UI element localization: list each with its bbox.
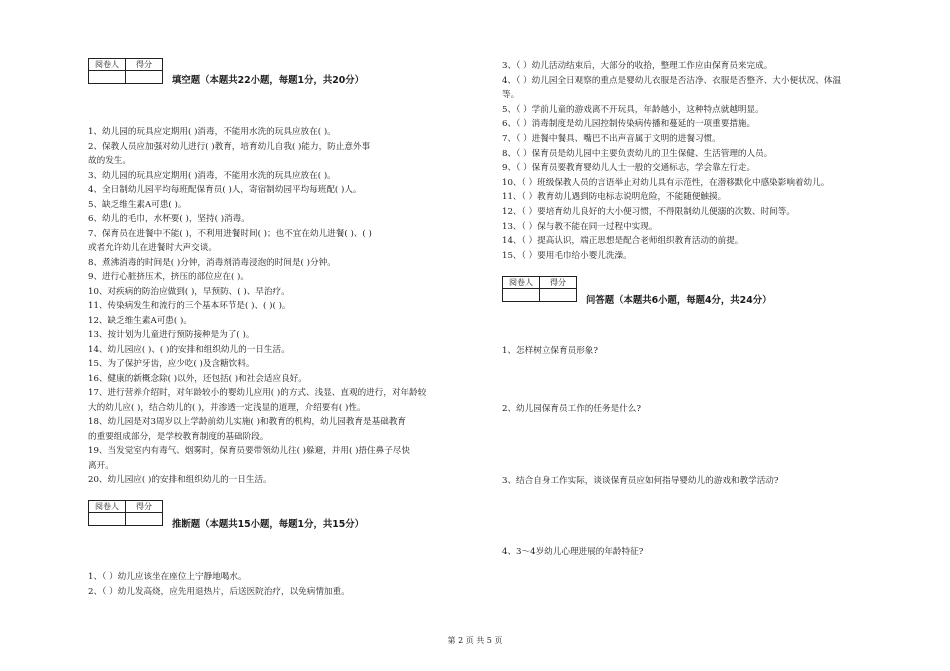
fill-question-line: 13、按计划为儿童进行预防接种是为了( )。 [88,330,255,340]
score-label: 得分 [540,277,577,289]
judge-section-title: 推断题（本题共15小题，每题1分，共15分） [172,519,364,530]
score-box-fill [88,58,163,84]
reviewer-label: 阅卷人 [89,59,126,71]
judge-question-line: 5、（ ）学前儿童的游戏离不开玩具，年龄越小，这种特点就越明显。 [502,104,764,115]
fill-question-line: 1、幼儿园的玩具应定期用( )消毒，不能用水洗的玩具应放在( )。 [88,127,336,137]
judge-question-line: 14、（ ）提高认识，端正思想是配合老师组织教育活动的前提。 [502,236,744,247]
judge-question-line: 15、（ ）要用毛巾给小婴儿洗澡。 [502,250,632,261]
judge-question-line: 9、（ ）保育员要教育婴幼儿人士一般的交通标志，学会靠左行走。 [502,163,756,174]
fill-question-line: 15、为了保护牙齿，应少吃( )及含糖饮料。 [88,359,255,369]
score-label: 得分 [126,59,163,71]
fill-question-line: 大的幼儿应( )，结合幼儿的( )，并渗透一定浅显的道理，介绍要有( )性。 [88,402,366,413]
judge-question-line: 8、（ ）保育员是幼儿园中主要负责幼儿的卫生保健、生活管理的人员。 [502,148,773,159]
judge-question-line: 13、（ ）保与教不能在同一过程中实现。 [502,221,658,232]
fill-section-title: 填空题（本题共22小题，每题1分，共20分） [172,75,364,86]
fill-question-line: 5、缺乏维生素A可患( )。 [88,199,187,210]
fill-question-line: 17、进行营养介绍时，对年龄较小的婴幼儿应用( )的方式、浅显、直观的进行，对年龄较 [88,388,427,398]
fill-question-line: 19、当发觉室内有毒气、烟雾时，保育员要带领幼儿往( )躲避，并用( )捂住鼻子尽快 [88,446,410,456]
fill-question-line: 或者允许幼儿在进餐时大声交谈。 [88,243,217,253]
fill-question-line: 16、健康的新概念除( )以外，还包括( )和社会适应良好。 [88,373,307,384]
fill-question-line: 4、全日制幼儿园平均每班配保育员( )人，寄宿制幼园平均每班配( )人。 [88,185,362,195]
fill-question-line: 3、幼儿园的玩具应定期用( )消毒，不能用水洗的玩具应放在( )。 [88,170,336,181]
judge-question-line: 等。 [502,90,520,101]
score-label: 得分 [126,501,163,513]
judge-question-line: 10、（ ）班级保教人员的言语举止对幼儿具有示范性，在潜移默化中感染影响着幼儿。 [502,177,830,188]
judge-question-line: 4、（ ）幼儿园全日观察的重点是婴幼儿衣服是否洁净、衣服是否整齐、大小便状况、体温 [502,75,842,86]
fill-question-line: 的重要组成部分，是学校教育制度的基础阶段。 [88,431,269,442]
fill-question-line: 11、传染病发生和流行的三个基本环节是( )、( )( )。 [88,301,291,311]
page-footer: 第 2 页 共 5 页 [447,636,503,645]
judge-question-line: 7、（ ）进餐中餐具、嘴巴不出声音属于文明的进餐习惯。 [502,134,721,144]
fill-question-line: 8、煮沸消毒的时间是( )分钟，消毒剂消毒浸泡的时间是( )分钟。 [88,257,336,268]
judge-question-line: 1、（ ）幼儿应该坐在座位上宁静地喝水。 [88,572,247,582]
fill-question-line: 18、幼儿园是对3周岁以上学龄前幼儿实施( )和教育的机构，幼儿园教育是基础教育 [88,417,407,427]
reviewer-label: 阅卷人 [503,277,540,289]
qa-question: 4、3～4岁幼儿心理进展的年龄特征? [502,547,644,557]
fill-question-line: 12、缺乏维生素A可患( )。 [88,315,192,326]
reviewer-label: 阅卷人 [89,501,126,513]
judge-question-line: 11、（ ）教育幼儿遇到防电标志说明危险，不能随便触摸。 [502,192,727,203]
judge-question-line: 6、（ ）消毒制度是幼儿园控制传染病传播和蔓延的一项重要措施。 [502,119,756,130]
judge-question-line: 3、（ ）幼儿活动结束后，大部分的收拾，整理工作应由保育员来完成。 [502,61,773,71]
fill-question-line: 14、幼儿园应( )、( )的安排和组织幼儿的一日生活。 [88,344,290,355]
score-box-qa [502,276,577,302]
qa-section-title: 问答题（本题共6小题，每题4分，共24分） [586,295,772,306]
fill-question-line: 6、幼儿的毛巾，水杯要( )，坚持( )消毒。 [88,214,250,224]
fill-question-line: 10、对疾病的防治应做到( )，早预防、( )、早治疗。 [88,286,290,297]
fill-question-line: 故的发生。 [88,156,131,166]
fill-question-line: 9、进行心脏挤压术，挤压的部位应在( )。 [88,272,249,282]
fill-question-line: 7、保育员在进餐中不能( )，不利用进餐时间( )；也不宜在幼儿进餐( )、( ) [88,228,372,239]
fill-question-line: 2、保教人员应加强对幼儿进行( )教育，培育幼儿自我( )能力，防止意外事 [88,141,371,152]
score-box-judge [88,500,163,526]
judge-question-line: 2、（ ）幼儿发高烧，应先用退热片，后送医院治疗，以免病情加重。 [88,587,350,597]
fill-question-line: 20、幼儿园应( )的安排和组织幼儿的一日生活。 [88,475,272,485]
qa-question: 2、幼儿园保育员工作的任务是什么? [502,404,641,414]
qa-question: 1、怎样树立保育员形象? [502,346,599,356]
qa-question: 3、结合自身工作实际，谈谈保育员应如何指导婴幼儿的游戏和教学活动? [502,476,779,486]
fill-question-line: 离开。 [88,460,114,471]
judge-question-line: 12、（ ）要培育幼儿良好的大小便习惯，不得限制幼儿便溺的次数、时间等。 [502,207,795,217]
